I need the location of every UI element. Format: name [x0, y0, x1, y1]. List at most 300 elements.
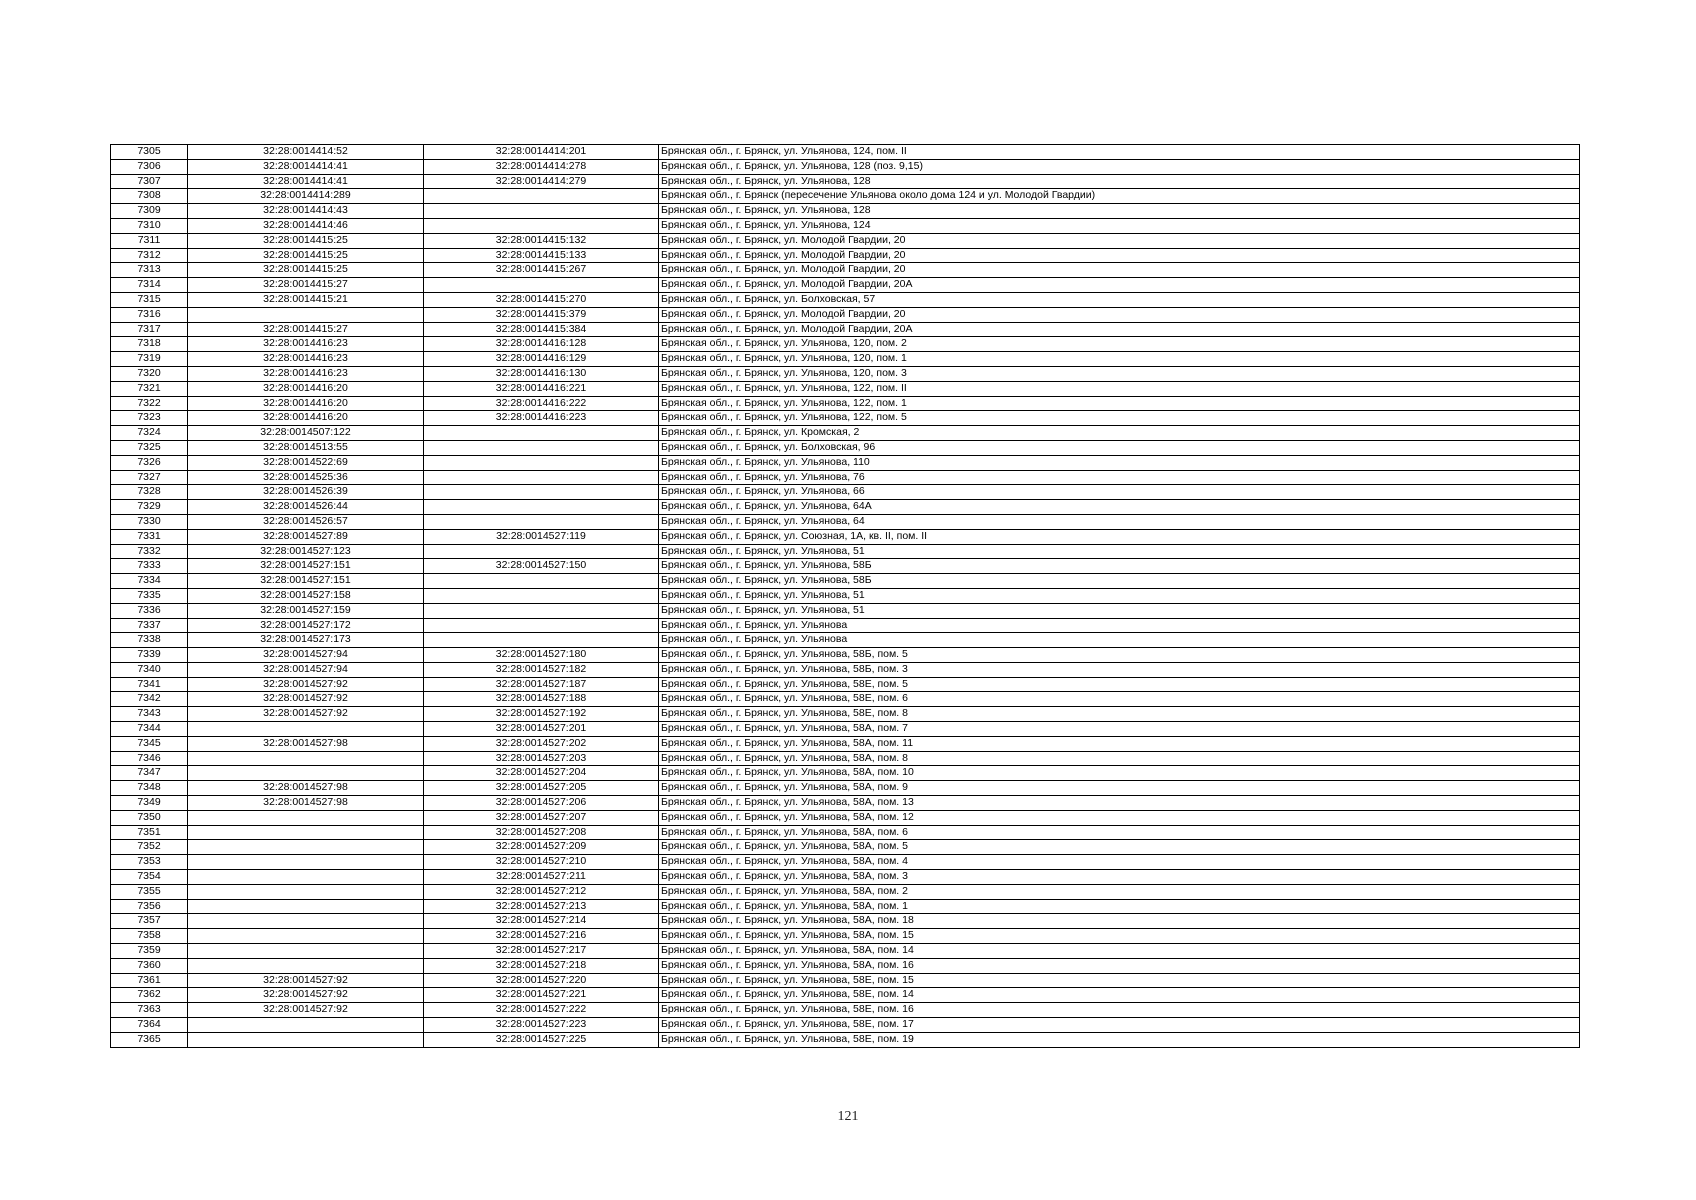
address-cell: Брянская обл., г. Брянск, ул. Ульянова, 122, пом. II — [659, 381, 1580, 396]
address-cell: Брянская обл., г. Брянск, ул. Ульянова, 58Б — [659, 559, 1580, 574]
land-cadastral-number-cell: 32:28:0014507:122 — [188, 426, 424, 441]
land-cadastral-number-cell: 32:28:0014522:69 — [188, 455, 424, 470]
table-row — [111, 825, 1580, 840]
row-number-cell: 7348 — [111, 781, 188, 796]
object-cadastral-number-cell: 32:28:0014527:220 — [424, 973, 659, 988]
row-number-cell: 7307 — [111, 174, 188, 189]
address-cell: Брянская обл., г. Брянск, ул. Молодой Гвардии, 20 — [659, 248, 1580, 263]
object-cadastral-number-cell — [424, 278, 659, 293]
land-cadastral-number-cell: 32:28:0014415:21 — [188, 292, 424, 307]
table-row — [111, 781, 1580, 796]
row-number-cell: 7346 — [111, 751, 188, 766]
address-cell: Брянская обл., г. Брянск, ул. Молодой Гвардии, 20А — [659, 322, 1580, 337]
land-cadastral-number-cell: 32:28:0014416:20 — [188, 396, 424, 411]
table-row — [111, 973, 1580, 988]
object-cadastral-number-cell: 32:28:0014415:132 — [424, 233, 659, 248]
row-number-cell: 7316 — [111, 307, 188, 322]
object-cadastral-number-cell — [424, 204, 659, 219]
object-cadastral-number-cell: 32:28:0014527:202 — [424, 736, 659, 751]
address-cell: Брянская обл., г. Брянск, ул. Ульянова — [659, 618, 1580, 633]
object-cadastral-number-cell: 32:28:0014414:278 — [424, 159, 659, 174]
row-number-cell: 7363 — [111, 1003, 188, 1018]
object-cadastral-number-cell: 32:28:0014416:129 — [424, 352, 659, 367]
object-cadastral-number-cell — [424, 544, 659, 559]
land-cadastral-number-cell: 32:28:0014527:172 — [188, 618, 424, 633]
row-number-cell: 7311 — [111, 233, 188, 248]
table-row — [111, 855, 1580, 870]
object-cadastral-number-cell: 32:28:0014527:203 — [424, 751, 659, 766]
row-number-cell: 7321 — [111, 381, 188, 396]
land-cadastral-number-cell: 32:28:0014414:41 — [188, 159, 424, 174]
land-cadastral-number-cell: 32:28:0014527:92 — [188, 973, 424, 988]
land-cadastral-number-cell — [188, 870, 424, 885]
address-cell: Брянская обл., г. Брянск, ул. Болховская, 57 — [659, 292, 1580, 307]
object-cadastral-number-cell: 32:28:0014527:201 — [424, 722, 659, 737]
land-cadastral-number-cell — [188, 914, 424, 929]
table-row — [111, 514, 1580, 529]
address-cell: Брянская обл., г. Брянск, ул. Ульянова, 76 — [659, 470, 1580, 485]
row-number-cell: 7314 — [111, 278, 188, 293]
address-cell: Брянская обл., г. Брянск, ул. Ульянова, 58А, пом. 14 — [659, 944, 1580, 959]
address-cell: Брянская обл., г. Брянск, ул. Кромская, 2 — [659, 426, 1580, 441]
row-number-cell: 7322 — [111, 396, 188, 411]
address-cell: Брянская обл., г. Брянск, ул. Ульянова, 58Е, пом. 14 — [659, 988, 1580, 1003]
land-cadastral-number-cell — [188, 958, 424, 973]
address-cell: Брянская обл., г. Брянск, ул. Ульянова, 58А, пом. 5 — [659, 840, 1580, 855]
object-cadastral-number-cell: 32:28:0014416:221 — [424, 381, 659, 396]
row-number-cell: 7365 — [111, 1032, 188, 1047]
object-cadastral-number-cell: 32:28:0014415:270 — [424, 292, 659, 307]
object-cadastral-number-cell: 32:28:0014414:201 — [424, 145, 659, 160]
row-number-cell: 7337 — [111, 618, 188, 633]
land-cadastral-number-cell: 32:28:0014527:94 — [188, 648, 424, 663]
land-cadastral-number-cell — [188, 899, 424, 914]
object-cadastral-number-cell: 32:28:0014527:216 — [424, 929, 659, 944]
object-cadastral-number-cell — [424, 218, 659, 233]
land-cadastral-number-cell — [188, 307, 424, 322]
row-number-cell: 7325 — [111, 440, 188, 455]
table-row — [111, 840, 1580, 855]
page-number: 121 — [837, 1109, 859, 1124]
object-cadastral-number-cell: 32:28:0014527:217 — [424, 944, 659, 959]
address-cell: Брянская обл., г. Брянск, ул. Ульянова, 58А, пом. 11 — [659, 736, 1580, 751]
table-row — [111, 278, 1580, 293]
table-row — [111, 870, 1580, 885]
object-cadastral-number-cell: 32:28:0014416:130 — [424, 366, 659, 381]
table-row — [111, 618, 1580, 633]
table-row — [111, 633, 1580, 648]
land-cadastral-number-cell: 32:28:0014414:41 — [188, 174, 424, 189]
table-row — [111, 914, 1580, 929]
row-number-cell: 7320 — [111, 366, 188, 381]
table-row — [111, 648, 1580, 663]
address-cell: Брянская обл., г. Брянск, ул. Ульянова, 120, пом. 2 — [659, 337, 1580, 352]
land-cadastral-number-cell: 32:28:0014527:92 — [188, 1003, 424, 1018]
address-cell: Брянская обл., г. Брянск, ул. Ульянова, 122, пом. 5 — [659, 411, 1580, 426]
object-cadastral-number-cell: 32:28:0014527:207 — [424, 810, 659, 825]
table-row — [111, 944, 1580, 959]
address-cell: Брянская обл., г. Брянск, ул. Ульянова, 120, пом. 1 — [659, 352, 1580, 367]
address-cell: Брянская обл., г. Брянск, ул. Ульянова, 58Е, пом. 5 — [659, 677, 1580, 692]
table-row — [111, 204, 1580, 219]
row-number-cell: 7330 — [111, 514, 188, 529]
row-number-cell: 7345 — [111, 736, 188, 751]
table-row — [111, 218, 1580, 233]
address-cell: Брянская обл., г. Брянск, ул. Ульянова, 58Е, пом. 17 — [659, 1018, 1580, 1033]
row-number-cell: 7342 — [111, 692, 188, 707]
table-row — [111, 159, 1580, 174]
address-cell: Брянская обл., г. Брянск, ул. Ульянова — [659, 633, 1580, 648]
table-row — [111, 766, 1580, 781]
property-registry-table — [110, 144, 1580, 1048]
object-cadastral-number-cell: 32:28:0014415:379 — [424, 307, 659, 322]
table-row — [111, 574, 1580, 589]
address-cell: Брянская обл., г. Брянск, ул. Ульянова, 58А, пом. 16 — [659, 958, 1580, 973]
address-cell: Брянская обл., г. Брянск, ул. Ульянова, 58Е, пом. 15 — [659, 973, 1580, 988]
object-cadastral-number-cell — [424, 440, 659, 455]
land-cadastral-number-cell: 32:28:0014416:23 — [188, 337, 424, 352]
row-number-cell: 7326 — [111, 455, 188, 470]
row-number-cell: 7350 — [111, 810, 188, 825]
table-row — [111, 958, 1580, 973]
table-row — [111, 500, 1580, 515]
table-row — [111, 337, 1580, 352]
row-number-cell: 7331 — [111, 529, 188, 544]
table-row — [111, 662, 1580, 677]
land-cadastral-number-cell: 32:28:0014414:46 — [188, 218, 424, 233]
object-cadastral-number-cell — [424, 603, 659, 618]
address-cell: Брянская обл., г. Брянск, ул. Ульянова, 58А, пом. 7 — [659, 722, 1580, 737]
row-number-cell: 7340 — [111, 662, 188, 677]
table-row — [111, 352, 1580, 367]
address-cell: Брянская обл., г. Брянск, ул. Ульянова, 58Е, пом. 19 — [659, 1032, 1580, 1047]
address-cell: Брянская обл., г. Брянск, ул. Ульянова, 58А, пом. 12 — [659, 810, 1580, 825]
address-cell: Брянская обл., г. Брянск, ул. Ульянова, 58Б, пом. 5 — [659, 648, 1580, 663]
object-cadastral-number-cell: 32:28:0014527:211 — [424, 870, 659, 885]
object-cadastral-number-cell: 32:28:0014527:218 — [424, 958, 659, 973]
object-cadastral-number-cell — [424, 426, 659, 441]
land-cadastral-number-cell: 32:28:0014415:25 — [188, 233, 424, 248]
row-number-cell: 7324 — [111, 426, 188, 441]
land-cadastral-number-cell: 32:28:0014526:57 — [188, 514, 424, 529]
table-row — [111, 470, 1580, 485]
object-cadastral-number-cell: 32:28:0014527:208 — [424, 825, 659, 840]
land-cadastral-number-cell: 32:28:0014527:98 — [188, 736, 424, 751]
table-row — [111, 322, 1580, 337]
object-cadastral-number-cell — [424, 455, 659, 470]
land-cadastral-number-cell: 32:28:0014416:20 — [188, 411, 424, 426]
address-cell: Брянская обл., г. Брянск, ул. Ульянова, 64А — [659, 500, 1580, 515]
table-row — [111, 396, 1580, 411]
land-cadastral-number-cell: 32:28:0014527:92 — [188, 677, 424, 692]
address-cell: Брянская обл., г. Брянск, ул. Молодой Гвардии, 20А — [659, 278, 1580, 293]
row-number-cell: 7341 — [111, 677, 188, 692]
table-row — [111, 233, 1580, 248]
table-row — [111, 929, 1580, 944]
object-cadastral-number-cell — [424, 485, 659, 500]
table-row — [111, 751, 1580, 766]
object-cadastral-number-cell: 32:28:0014527:209 — [424, 840, 659, 855]
land-cadastral-number-cell — [188, 944, 424, 959]
table-row — [111, 426, 1580, 441]
land-cadastral-number-cell: 32:28:0014415:25 — [188, 263, 424, 278]
row-number-cell: 7336 — [111, 603, 188, 618]
table-row — [111, 381, 1580, 396]
object-cadastral-number-cell — [424, 588, 659, 603]
registry-table-body — [111, 145, 1580, 1048]
table-row — [111, 440, 1580, 455]
address-cell: Брянская обл., г. Брянск, ул. Ульянова, 58А, пом. 18 — [659, 914, 1580, 929]
land-cadastral-number-cell: 32:28:0014527:123 — [188, 544, 424, 559]
address-cell: Брянская обл., г. Брянск, ул. Ульянова, 58Б, пом. 3 — [659, 662, 1580, 677]
land-cadastral-number-cell: 32:28:0014527:151 — [188, 574, 424, 589]
land-cadastral-number-cell — [188, 929, 424, 944]
table-row — [111, 366, 1580, 381]
row-number-cell: 7312 — [111, 248, 188, 263]
land-cadastral-number-cell: 32:28:0014527:89 — [188, 529, 424, 544]
row-number-cell: 7360 — [111, 958, 188, 973]
row-number-cell: 7327 — [111, 470, 188, 485]
table-row — [111, 174, 1580, 189]
row-number-cell: 7335 — [111, 588, 188, 603]
table-row — [111, 1003, 1580, 1018]
address-cell: Брянская обл., г. Брянск, ул. Ульянова, 58А, пом. 3 — [659, 870, 1580, 885]
address-cell: Брянская обл., г. Брянск, ул. Молодой Гвардии, 20 — [659, 263, 1580, 278]
land-cadastral-number-cell — [188, 1018, 424, 1033]
object-cadastral-number-cell: 32:28:0014527:206 — [424, 796, 659, 811]
table-row — [111, 248, 1580, 263]
object-cadastral-number-cell: 32:28:0014416:223 — [424, 411, 659, 426]
object-cadastral-number-cell: 32:28:0014527:204 — [424, 766, 659, 781]
address-cell: Брянская обл., г. Брянск, ул. Ульянова, 58Е, пом. 6 — [659, 692, 1580, 707]
row-number-cell: 7328 — [111, 485, 188, 500]
land-cadastral-number-cell: 32:28:0014414:52 — [188, 145, 424, 160]
address-cell: Брянская обл., г. Брянск, ул. Ульянова, 120, пом. 3 — [659, 366, 1580, 381]
object-cadastral-number-cell: 32:28:0014527:223 — [424, 1018, 659, 1033]
object-cadastral-number-cell: 32:28:0014527:192 — [424, 707, 659, 722]
address-cell: Брянская обл., г. Брянск, ул. Ульянова, 58Е, пом. 16 — [659, 1003, 1580, 1018]
row-number-cell: 7362 — [111, 988, 188, 1003]
table-row — [111, 411, 1580, 426]
row-number-cell: 7351 — [111, 825, 188, 840]
land-cadastral-number-cell — [188, 855, 424, 870]
land-cadastral-number-cell: 32:28:0014416:23 — [188, 366, 424, 381]
table-row — [111, 559, 1580, 574]
address-cell: Брянская обл., г. Брянск, ул. Болховская, 96 — [659, 440, 1580, 455]
row-number-cell: 7318 — [111, 337, 188, 352]
table-row — [111, 884, 1580, 899]
object-cadastral-number-cell — [424, 514, 659, 529]
row-number-cell: 7323 — [111, 411, 188, 426]
table-row — [111, 588, 1580, 603]
object-cadastral-number-cell: 32:28:0014415:384 — [424, 322, 659, 337]
object-cadastral-number-cell: 32:28:0014527:188 — [424, 692, 659, 707]
table-row — [111, 736, 1580, 751]
table-row — [111, 692, 1580, 707]
land-cadastral-number-cell: 32:28:0014415:27 — [188, 322, 424, 337]
address-cell: Брянская обл., г. Брянск, ул. Ульянова, 124 — [659, 218, 1580, 233]
land-cadastral-number-cell: 32:28:0014527:92 — [188, 692, 424, 707]
object-cadastral-number-cell: 32:28:0014527:187 — [424, 677, 659, 692]
address-cell: Брянская обл., г. Брянск, ул. Ульянова, 122, пом. 1 — [659, 396, 1580, 411]
object-cadastral-number-cell: 32:28:0014527:222 — [424, 1003, 659, 1018]
address-cell: Брянская обл., г. Брянск, ул. Ульянова, 51 — [659, 588, 1580, 603]
row-number-cell: 7354 — [111, 870, 188, 885]
object-cadastral-number-cell: 32:28:0014527:182 — [424, 662, 659, 677]
row-number-cell: 7339 — [111, 648, 188, 663]
land-cadastral-number-cell: 32:28:0014527:173 — [188, 633, 424, 648]
row-number-cell: 7355 — [111, 884, 188, 899]
address-cell: Брянская обл., г. Брянск, ул. Молодой Гвардии, 20 — [659, 233, 1580, 248]
address-cell: Брянская обл., г. Брянск, ул. Ульянова, 51 — [659, 544, 1580, 559]
row-number-cell: 7356 — [111, 899, 188, 914]
address-cell: Брянская обл., г. Брянск, ул. Ульянова, 58А, пом. 1 — [659, 899, 1580, 914]
object-cadastral-number-cell: 32:28:0014527:210 — [424, 855, 659, 870]
object-cadastral-number-cell: 32:28:0014527:119 — [424, 529, 659, 544]
object-cadastral-number-cell: 32:28:0014415:133 — [424, 248, 659, 263]
land-cadastral-number-cell: 32:28:0014414:289 — [188, 189, 424, 204]
table-row — [111, 722, 1580, 737]
row-number-cell: 7338 — [111, 633, 188, 648]
object-cadastral-number-cell: 32:28:0014414:279 — [424, 174, 659, 189]
address-cell: Брянская обл., г. Брянск, ул. Ульянова, 58А, пом. 6 — [659, 825, 1580, 840]
object-cadastral-number-cell: 32:28:0014527:150 — [424, 559, 659, 574]
land-cadastral-number-cell: 32:28:0014527:158 — [188, 588, 424, 603]
land-cadastral-number-cell: 32:28:0014526:44 — [188, 500, 424, 515]
row-number-cell: 7352 — [111, 840, 188, 855]
address-cell: Брянская обл., г. Брянск, ул. Ульянова, 58А, пом. 4 — [659, 855, 1580, 870]
land-cadastral-number-cell — [188, 1032, 424, 1047]
table-row — [111, 899, 1580, 914]
object-cadastral-number-cell: 32:28:0014416:222 — [424, 396, 659, 411]
row-number-cell: 7358 — [111, 929, 188, 944]
object-cadastral-number-cell — [424, 470, 659, 485]
land-cadastral-number-cell: 32:28:0014415:27 — [188, 278, 424, 293]
address-cell: Брянская обл., г. Брянск, ул. Ульянова, 124, пом. II — [659, 145, 1580, 160]
land-cadastral-number-cell — [188, 766, 424, 781]
object-cadastral-number-cell: 32:28:0014527:180 — [424, 648, 659, 663]
land-cadastral-number-cell: 32:28:0014416:23 — [188, 352, 424, 367]
row-number-cell: 7306 — [111, 159, 188, 174]
address-cell: Брянская обл., г. Брянск, ул. Ульянова, 66 — [659, 485, 1580, 500]
row-number-cell: 7343 — [111, 707, 188, 722]
object-cadastral-number-cell: 32:28:0014527:221 — [424, 988, 659, 1003]
land-cadastral-number-cell — [188, 825, 424, 840]
address-cell: Брянская обл., г. Брянск, ул. Ульянова, 110 — [659, 455, 1580, 470]
address-cell: Брянская обл., г. Брянск, ул. Ульянова, 58Е, пом. 8 — [659, 707, 1580, 722]
row-number-cell: 7305 — [111, 145, 188, 160]
address-cell: Брянская обл., г. Брянск, ул. Ульянова, 58А, пом. 2 — [659, 884, 1580, 899]
address-cell: Брянская обл., г. Брянск, ул. Молодой Гвардии, 20 — [659, 307, 1580, 322]
table-row — [111, 529, 1580, 544]
table-row — [111, 455, 1580, 470]
table-row — [111, 707, 1580, 722]
address-cell: Брянская обл., г. Брянск, ул. Ульянова, 51 — [659, 603, 1580, 618]
address-cell: Брянская обл., г. Брянск (пересечение Ульянова около дома 124 и ул. Молодой Гвардии) — [659, 189, 1580, 204]
address-cell: Брянская обл., г. Брянск, ул. Ульянова, 58Б — [659, 574, 1580, 589]
land-cadastral-number-cell — [188, 840, 424, 855]
address-cell: Брянская обл., г. Брянск, ул. Ульянова, 64 — [659, 514, 1580, 529]
row-number-cell: 7310 — [111, 218, 188, 233]
land-cadastral-number-cell: 32:28:0014526:39 — [188, 485, 424, 500]
object-cadastral-number-cell: 32:28:0014527:205 — [424, 781, 659, 796]
object-cadastral-number-cell: 32:28:0014416:128 — [424, 337, 659, 352]
object-cadastral-number-cell: 32:28:0014527:213 — [424, 899, 659, 914]
row-number-cell: 7349 — [111, 796, 188, 811]
object-cadastral-number-cell — [424, 500, 659, 515]
address-cell: Брянская обл., г. Брянск, ул. Ульянова, 128 (поз. 9,15) — [659, 159, 1580, 174]
row-number-cell: 7332 — [111, 544, 188, 559]
row-number-cell: 7319 — [111, 352, 188, 367]
land-cadastral-number-cell: 32:28:0014416:20 — [188, 381, 424, 396]
row-number-cell: 7309 — [111, 204, 188, 219]
row-number-cell: 7329 — [111, 500, 188, 515]
object-cadastral-number-cell: 32:28:0014527:214 — [424, 914, 659, 929]
row-number-cell: 7359 — [111, 944, 188, 959]
land-cadastral-number-cell: 32:28:0014527:159 — [188, 603, 424, 618]
table-row — [111, 1032, 1580, 1047]
row-number-cell: 7317 — [111, 322, 188, 337]
object-cadastral-number-cell — [424, 633, 659, 648]
land-cadastral-number-cell: 32:28:0014414:43 — [188, 204, 424, 219]
land-cadastral-number-cell — [188, 884, 424, 899]
table-row — [111, 810, 1580, 825]
row-number-cell: 7344 — [111, 722, 188, 737]
row-number-cell: 7334 — [111, 574, 188, 589]
land-cadastral-number-cell — [188, 810, 424, 825]
land-cadastral-number-cell: 32:28:0014525:36 — [188, 470, 424, 485]
table-row — [111, 988, 1580, 1003]
address-cell: Брянская обл., г. Брянск, ул. Ульянова, 58А, пом. 8 — [659, 751, 1580, 766]
object-cadastral-number-cell — [424, 189, 659, 204]
address-cell: Брянская обл., г. Брянск, ул. Ульянова, 128 — [659, 204, 1580, 219]
table-row — [111, 1018, 1580, 1033]
address-cell: Брянская обл., г. Брянск, ул. Ульянова, 58А, пом. 10 — [659, 766, 1580, 781]
table-row — [111, 485, 1580, 500]
object-cadastral-number-cell — [424, 574, 659, 589]
table-row — [111, 544, 1580, 559]
object-cadastral-number-cell: 32:28:0014415:267 — [424, 263, 659, 278]
row-number-cell: 7353 — [111, 855, 188, 870]
object-cadastral-number-cell: 32:28:0014527:212 — [424, 884, 659, 899]
row-number-cell: 7347 — [111, 766, 188, 781]
object-cadastral-number-cell — [424, 618, 659, 633]
land-cadastral-number-cell — [188, 722, 424, 737]
table-row — [111, 603, 1580, 618]
land-cadastral-number-cell: 32:28:0014527:92 — [188, 988, 424, 1003]
table-row — [111, 145, 1580, 160]
address-cell: Брянская обл., г. Брянск, ул. Ульянова, 128 — [659, 174, 1580, 189]
land-cadastral-number-cell — [188, 751, 424, 766]
table-row — [111, 292, 1580, 307]
address-cell: Брянская обл., г. Брянск, ул. Союзная, 1А, кв. II, пом. II — [659, 529, 1580, 544]
table-row — [111, 677, 1580, 692]
row-number-cell: 7313 — [111, 263, 188, 278]
address-cell: Брянская обл., г. Брянск, ул. Ульянова, 58А, пом. 15 — [659, 929, 1580, 944]
table-row — [111, 263, 1580, 278]
row-number-cell: 7308 — [111, 189, 188, 204]
land-cadastral-number-cell: 32:28:0014527:98 — [188, 796, 424, 811]
row-number-cell: 7333 — [111, 559, 188, 574]
table-row — [111, 796, 1580, 811]
row-number-cell: 7357 — [111, 914, 188, 929]
land-cadastral-number-cell: 32:28:0014527:98 — [188, 781, 424, 796]
land-cadastral-number-cell: 32:28:0014527:151 — [188, 559, 424, 574]
land-cadastral-number-cell: 32:28:0014415:25 — [188, 248, 424, 263]
address-cell: Брянская обл., г. Брянск, ул. Ульянова, 58А, пом. 13 — [659, 796, 1580, 811]
land-cadastral-number-cell: 32:28:0014527:94 — [188, 662, 424, 677]
address-cell: Брянская обл., г. Брянск, ул. Ульянова, 58А, пом. 9 — [659, 781, 1580, 796]
